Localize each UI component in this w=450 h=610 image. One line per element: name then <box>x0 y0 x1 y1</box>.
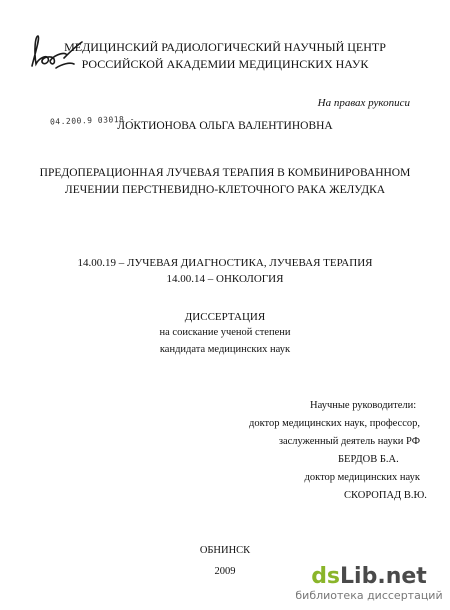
supervisor-2-title: доктор медицинских наук <box>304 472 420 483</box>
supervisor-1-title-2: заслуженный деятель науки РФ <box>278 436 420 447</box>
degree-line-2: кандидата медицинских наук <box>159 344 291 355</box>
dslib-watermark <box>294 565 444 602</box>
specialty-line-2: 14.00.14 – ОНКОЛОГИЯ <box>166 273 284 285</box>
registration-stamp-number: 04.200.9 03018 - <box>49 114 136 127</box>
logo-part-2: Lib.net <box>340 564 427 589</box>
supervisor-2-name: СКОРОПАД В.Ю. <box>344 490 427 501</box>
watermark-subtitle: библиотека диссертаций <box>295 589 443 602</box>
dissertation-title-line-1: ПРЕДОПЕРАЦИОННАЯ ЛУЧЕВАЯ ТЕРАПИЯ В КОМБИНИРОВАННОМ <box>39 167 411 179</box>
degree-line-1: на соискание ученой степени <box>159 327 291 338</box>
dissertation-title-line-2: ЛЕЧЕНИИ ПЕРСТНЕВИДНО-КЛЕТОЧНОГО РАКА ЖЕЛУДКА <box>64 184 386 196</box>
year: 2009 <box>214 566 236 577</box>
dslib-logo <box>294 565 444 589</box>
supervisors-heading: Научные руководители: <box>310 400 417 411</box>
work-type: ДИССЕРТАЦИЯ <box>184 311 266 323</box>
institution-line-1: МЕДИЦИНСКИЙ РАДИОЛОГИЧЕСКИЙ НАУЧНЫЙ ЦЕНТР <box>64 40 386 54</box>
rights-note: На правах рукописи <box>317 97 410 109</box>
city: ОБНИНСК <box>199 545 251 556</box>
specialty-line-1: 14.00.19 – ЛУЧЕВАЯ ДИАГНОСТИКА, ЛУЧЕВАЯ ТЕРАПИЯ <box>77 257 373 269</box>
institution-line-2: РОССИЙСКОЙ АКАДЕМИИ МЕДИЦИНСКИХ НАУК <box>81 57 369 71</box>
logo-part-1: ds <box>311 564 341 589</box>
supervisor-1-title-1: доктор медицинских наук, профессор, <box>248 418 420 429</box>
supervisor-1-name: БЕРДОВ Б.А. <box>338 454 399 465</box>
author-name: ЛОКТИОНОВА ОЛЬГА ВАЛЕНТИНОВНА <box>117 120 333 132</box>
